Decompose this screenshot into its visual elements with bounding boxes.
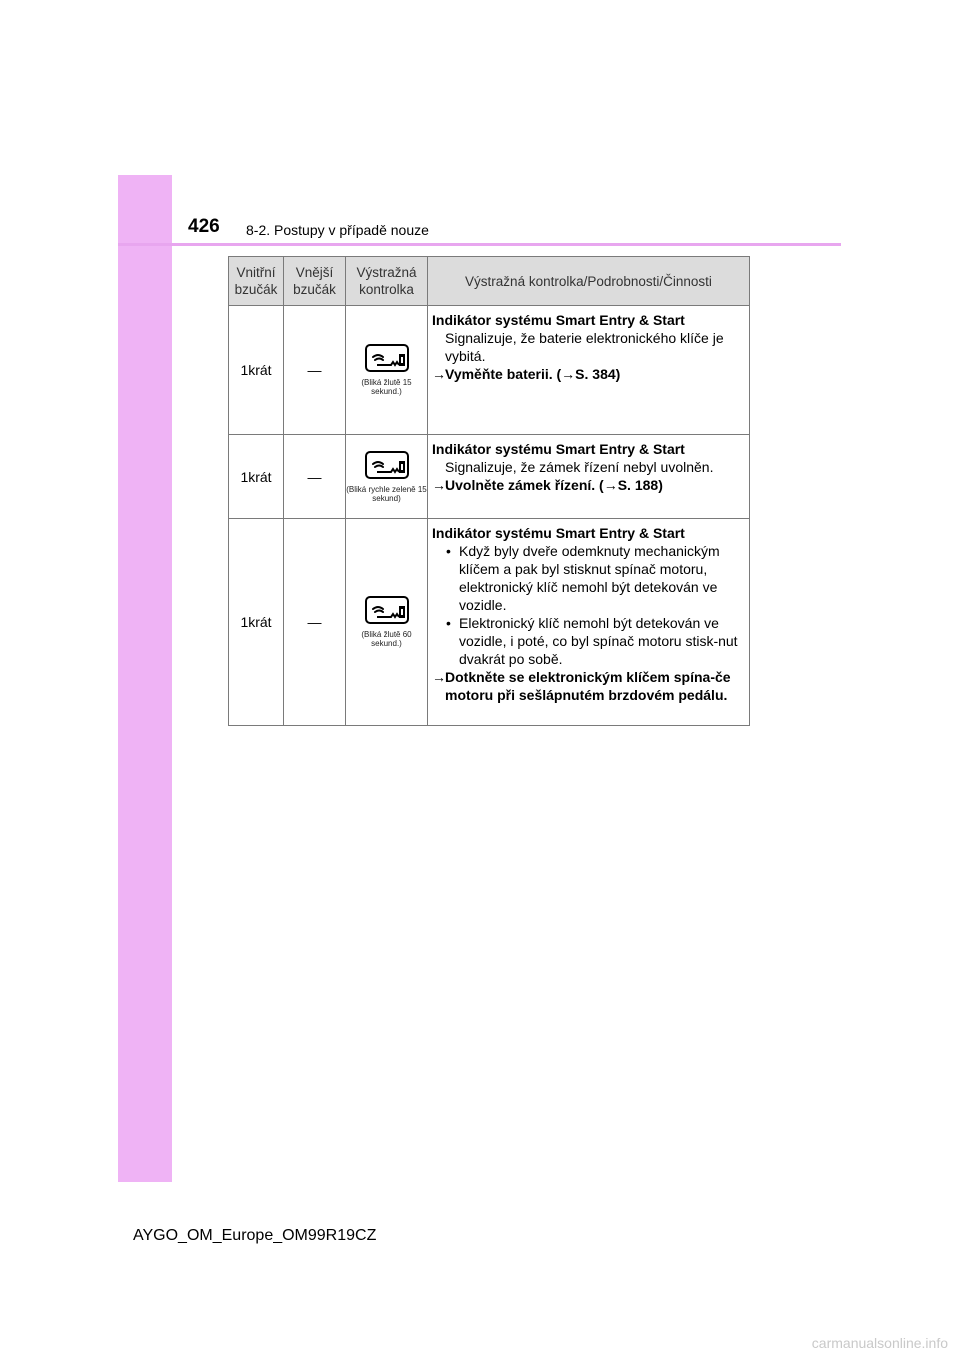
detail-text: Signalizuje, že zámek řízení nebyl uvolněn.	[445, 459, 714, 475]
column-header: Výstražná kontrolka	[346, 257, 428, 306]
warning-light-cell	[346, 306, 428, 435]
page-number: 426	[188, 216, 220, 237]
detail-cell	[428, 435, 750, 519]
smart-key-indicator-icon	[365, 451, 409, 479]
column-header: Vnější bzučák	[284, 257, 346, 306]
action-label: Vyměňte baterii. (→S. 384)	[445, 366, 621, 382]
external-buzzer-cell: —	[284, 306, 346, 435]
bullet-item: • Když byly dveře odemknuty mechanickým klíčem a pak byl stisknut spínač motoru, elektronický klíč nemohl být detekován ve vozidle.	[445, 542, 746, 614]
internal-buzzer-cell: 1krát	[229, 306, 284, 435]
table-row	[229, 435, 750, 519]
arrow-icon: →	[432, 477, 446, 493]
action-text	[432, 668, 746, 704]
section-title: 8-2. Postupy v případě nouze	[246, 222, 429, 238]
icon-note: (Bliká žlutě 60 sekund.)	[361, 630, 412, 648]
warning-light-cell	[346, 519, 428, 726]
action-label: Uvolněte zámek řízení. (→S. 188)	[445, 477, 663, 493]
watermark: carmanualsonline.info	[811, 1335, 948, 1351]
table-header-row	[229, 257, 750, 306]
column-header: Výstražná kontrolka/Podrobnosti/Činnosti	[428, 257, 750, 306]
action-text	[432, 476, 746, 494]
detail-title: Indikátor systému Smart Entry & Start	[432, 312, 685, 328]
detail-title: Indikátor systému Smart Entry & Start	[432, 525, 685, 541]
icon-note: (Bliká žlutě 15 sekund.)	[361, 378, 412, 396]
detail-bullets	[432, 542, 746, 668]
smart-key-indicator-icon	[365, 344, 409, 372]
action-label: Dotkněte se elektronickým klíčem spína-če motoru při sešlápnutém brzdovém pedálu.	[445, 669, 731, 703]
arrow-icon: →	[432, 366, 446, 382]
internal-buzzer-cell: 1krát	[229, 519, 284, 726]
external-buzzer-cell: —	[284, 519, 346, 726]
detail-cell	[428, 306, 750, 435]
sidebar-tab	[118, 175, 172, 1182]
external-buzzer-cell: —	[284, 435, 346, 519]
detail-text: Signalizuje, že baterie elektronického klíče je vybitá.	[445, 330, 724, 364]
detail-cell	[428, 519, 750, 726]
warning-light-cell	[346, 435, 428, 519]
action-text	[432, 365, 746, 383]
detail-title: Indikátor systému Smart Entry & Start	[432, 441, 685, 457]
bullet-item: • Elektronický klíč nemohl být detekován ve vozidle, i poté, co byl spínač motoru stisk-nut dvakrát po sobě.	[445, 614, 746, 668]
document-footer: AYGO_OM_Europe_OM99R19CZ	[133, 1227, 377, 1244]
warning-table	[228, 256, 750, 726]
internal-buzzer-cell: 1krát	[229, 435, 284, 519]
table-row	[229, 306, 750, 435]
icon-note: (Bliká rychle zeleně 15 sekund)	[346, 484, 427, 503]
table-row	[229, 519, 750, 726]
smart-key-indicator-icon	[365, 596, 409, 624]
header-divider	[118, 243, 841, 246]
column-header: Vnitřní bzučák	[229, 257, 284, 306]
arrow-icon: →	[432, 669, 446, 685]
